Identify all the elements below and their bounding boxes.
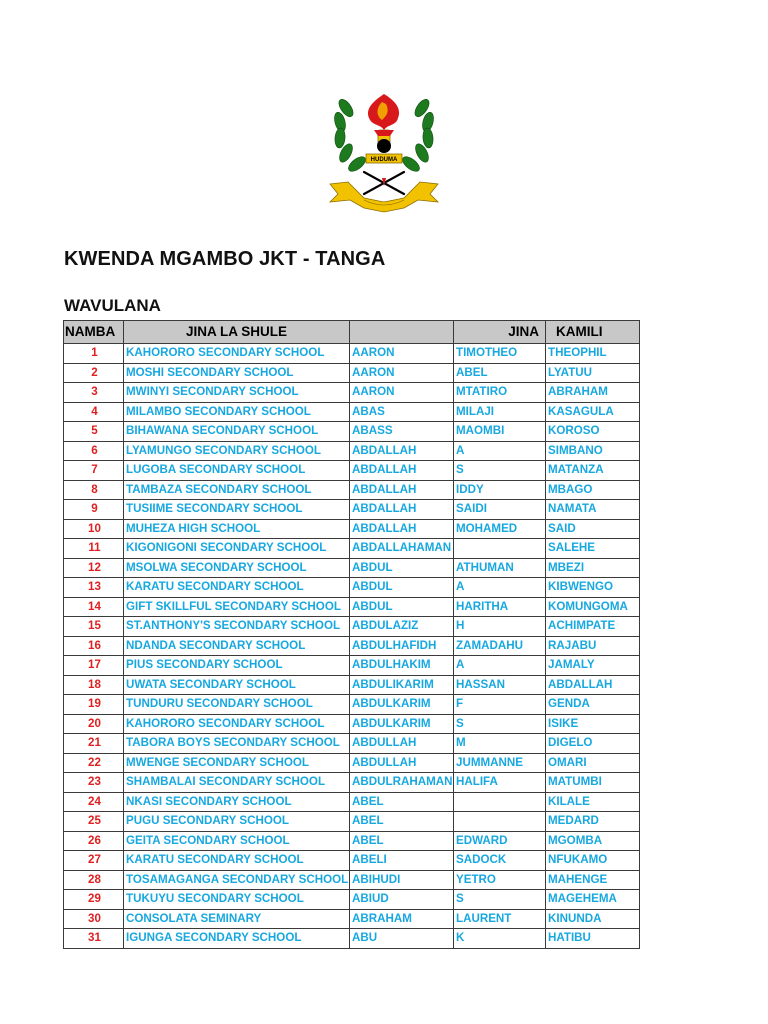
table-row	[64, 929, 640, 949]
roster-body	[64, 344, 640, 949]
row-number: 15	[64, 617, 124, 637]
school-name: MWENGE SECONDARY SCHOOL	[124, 753, 350, 773]
first-name: ABASS	[350, 422, 454, 442]
middle-name: MTATIRO	[454, 383, 546, 403]
last-name: NFUKAMO	[546, 851, 640, 871]
table-row	[64, 558, 640, 578]
last-name: MATANZA	[546, 461, 640, 481]
row-number: 18	[64, 675, 124, 695]
first-name: AARON	[350, 383, 454, 403]
first-name: ABDALLAHAMAN	[350, 539, 454, 559]
first-name: ABIUD	[350, 890, 454, 910]
last-name: SALEHE	[546, 539, 640, 559]
middle-name: EDWARD	[454, 831, 546, 851]
table-row	[64, 675, 640, 695]
school-name: GEITA SECONDARY SCHOOL	[124, 831, 350, 851]
school-name: IGUNGA SECONDARY SCHOOL	[124, 929, 350, 949]
last-name: MEDARD	[546, 812, 640, 832]
first-name: ABDULHAKIM	[350, 656, 454, 676]
school-name: LUGOBA SECONDARY SCHOOL	[124, 461, 350, 481]
row-number: 7	[64, 461, 124, 481]
last-name: ABRAHAM	[546, 383, 640, 403]
table-row	[64, 792, 640, 812]
school-name: KAHORORO SECONDARY SCHOOL	[124, 344, 350, 364]
school-name: TUSIIME SECONDARY SCHOOL	[124, 500, 350, 520]
last-name: KILALE	[546, 792, 640, 812]
middle-name: HASSAN	[454, 675, 546, 695]
table-row	[64, 441, 640, 461]
school-name: NKASI SECONDARY SCHOOL	[124, 792, 350, 812]
school-name: SHAMBALAI SECONDARY SCHOOL	[124, 773, 350, 793]
table-row	[64, 383, 640, 403]
first-name: ABDULKARIM	[350, 695, 454, 715]
school-name: ST.ANTHONY'S SECONDARY SCHOOL	[124, 617, 350, 637]
school-name: MWINYI SECONDARY SCHOOL	[124, 383, 350, 403]
first-name: ABDALLAH	[350, 519, 454, 539]
table-row	[64, 422, 640, 442]
last-name: KOROSO	[546, 422, 640, 442]
row-number: 14	[64, 597, 124, 617]
last-name: ABDALLAH	[546, 675, 640, 695]
section-title: WAVULANA	[64, 296, 161, 315]
middle-name	[454, 812, 546, 832]
last-name: LYATUU	[546, 363, 640, 383]
last-name: MGOMBA	[546, 831, 640, 851]
middle-name: M	[454, 734, 546, 754]
school-name: GIFT SKILLFUL SECONDARY SCHOOL	[124, 597, 350, 617]
first-name: ABRAHAM	[350, 909, 454, 929]
school-name: TUNDURU SECONDARY SCHOOL	[124, 695, 350, 715]
last-name: DIGELO	[546, 734, 640, 754]
school-name: KIGONIGONI SECONDARY SCHOOL	[124, 539, 350, 559]
table-row	[64, 656, 640, 676]
middle-name: YETRO	[454, 870, 546, 890]
school-name: CONSOLATA SEMINARY	[124, 909, 350, 929]
last-name: MAGEHEMA	[546, 890, 640, 910]
table-row	[64, 500, 640, 520]
table-row	[64, 870, 640, 890]
table-row	[64, 617, 640, 637]
first-name: ABDUL	[350, 597, 454, 617]
middle-name: MILAJI	[454, 402, 546, 422]
first-name: ABEL	[350, 812, 454, 832]
row-number: 24	[64, 792, 124, 812]
table-row	[64, 597, 640, 617]
table-row	[64, 636, 640, 656]
first-name: ABDULRAHAMAN	[350, 773, 454, 793]
row-number: 4	[64, 402, 124, 422]
school-name: NDANDA SECONDARY SCHOOL	[124, 636, 350, 656]
last-name: HATIBU	[546, 929, 640, 949]
school-name: UWATA SECONDARY SCHOOL	[124, 675, 350, 695]
table-row	[64, 402, 640, 422]
middle-name: ATHUMAN	[454, 558, 546, 578]
school-name: TOSAMAGANGA SECONDARY SCHOOL	[124, 870, 350, 890]
middle-name: K	[454, 929, 546, 949]
row-number: 17	[64, 656, 124, 676]
row-number: 28	[64, 870, 124, 890]
row-number: 3	[64, 383, 124, 403]
row-number: 2	[64, 363, 124, 383]
table-row	[64, 519, 640, 539]
middle-name	[454, 792, 546, 812]
row-number: 30	[64, 909, 124, 929]
first-name: ABDUL	[350, 558, 454, 578]
last-name: SIMBANO	[546, 441, 640, 461]
first-name: ABDULIKARIM	[350, 675, 454, 695]
last-name: KINUNDA	[546, 909, 640, 929]
first-name: ABDALLAH	[350, 461, 454, 481]
first-name: ABDULAZIZ	[350, 617, 454, 637]
school-name: TAMBAZA SECONDARY SCHOOL	[124, 480, 350, 500]
school-name: BIHAWANA SECONDARY SCHOOL	[124, 422, 350, 442]
row-number: 6	[64, 441, 124, 461]
table-row	[64, 480, 640, 500]
middle-name: ABEL	[454, 363, 546, 383]
first-name: AARON	[350, 363, 454, 383]
first-name: ABELI	[350, 851, 454, 871]
table-row	[64, 363, 640, 383]
last-name: KIBWENGO	[546, 578, 640, 598]
first-name: ABAS	[350, 402, 454, 422]
school-name: MILAMBO SECONDARY SCHOOL	[124, 402, 350, 422]
last-name: MBEZI	[546, 558, 640, 578]
first-name: ABEL	[350, 831, 454, 851]
row-number: 5	[64, 422, 124, 442]
table-row	[64, 812, 640, 832]
first-name: ABU	[350, 929, 454, 949]
last-name: MAHENGE	[546, 870, 640, 890]
middle-name: ZAMADAHU	[454, 636, 546, 656]
last-name: SAID	[546, 519, 640, 539]
middle-name: A	[454, 656, 546, 676]
row-number: 31	[64, 929, 124, 949]
middle-name: MOHAMED	[454, 519, 546, 539]
middle-name: HALIFA	[454, 773, 546, 793]
header-kamili: KAMILI	[546, 321, 640, 344]
header-blank	[350, 321, 454, 344]
row-number: 1	[64, 344, 124, 364]
last-name: KOMUNGOMA	[546, 597, 640, 617]
row-number: 19	[64, 695, 124, 715]
table-row	[64, 831, 640, 851]
middle-name: S	[454, 714, 546, 734]
middle-name: S	[454, 461, 546, 481]
school-name: MSOLWA SECONDARY SCHOOL	[124, 558, 350, 578]
row-number: 29	[64, 890, 124, 910]
last-name: OMARI	[546, 753, 640, 773]
first-name: ABDULHAFIDH	[350, 636, 454, 656]
svg-text:HUDUMA: HUDUMA	[370, 157, 398, 163]
header-jina-la-shule: JINA LA SHULE	[124, 321, 350, 344]
page-title: KWENDA MGAMBO JKT - TANGA	[64, 248, 386, 270]
row-number: 26	[64, 831, 124, 851]
first-name: AARON	[350, 344, 454, 364]
school-name: PIUS SECONDARY SCHOOL	[124, 656, 350, 676]
first-name: ABDALLAH	[350, 480, 454, 500]
middle-name: A	[454, 441, 546, 461]
row-number: 21	[64, 734, 124, 754]
school-name: MUHEZA HIGH SCHOOL	[124, 519, 350, 539]
last-name: MBAGO	[546, 480, 640, 500]
last-name: ACHIMPATE	[546, 617, 640, 637]
table-row	[64, 909, 640, 929]
first-name: ABDULKARIM	[350, 714, 454, 734]
first-name: ABDALLAH	[350, 500, 454, 520]
first-name: ABDULLAH	[350, 734, 454, 754]
row-number: 25	[64, 812, 124, 832]
row-number: 16	[64, 636, 124, 656]
last-name: THEOPHIL	[546, 344, 640, 364]
last-name: JAMALY	[546, 656, 640, 676]
table-row	[64, 539, 640, 559]
row-number: 11	[64, 539, 124, 559]
middle-name: SAIDI	[454, 500, 546, 520]
school-name: TABORA BOYS SECONDARY SCHOOL	[124, 734, 350, 754]
row-number: 12	[64, 558, 124, 578]
table-row	[64, 753, 640, 773]
table-row	[64, 773, 640, 793]
last-name: ISIKE	[546, 714, 640, 734]
last-name: MATUMBI	[546, 773, 640, 793]
row-number: 9	[64, 500, 124, 520]
school-name: KAHORORO SECONDARY SCHOOL	[124, 714, 350, 734]
row-number: 10	[64, 519, 124, 539]
table-row	[64, 851, 640, 871]
roster-table	[63, 320, 640, 949]
first-name: ABIHUDI	[350, 870, 454, 890]
school-name: LYAMUNGO SECONDARY SCHOOL	[124, 441, 350, 461]
middle-name: H	[454, 617, 546, 637]
middle-name: F	[454, 695, 546, 715]
middle-name: IDDY	[454, 480, 546, 500]
table-row	[64, 344, 640, 364]
table-row	[64, 578, 640, 598]
first-name: ABEL	[350, 792, 454, 812]
school-name: PUGU SECONDARY SCHOOL	[124, 812, 350, 832]
first-name: ABDALLAH	[350, 441, 454, 461]
jkt-emblem	[324, 86, 444, 214]
row-number: 13	[64, 578, 124, 598]
last-name: GENDA	[546, 695, 640, 715]
school-name: MOSHI SECONDARY SCHOOL	[124, 363, 350, 383]
table-row	[64, 461, 640, 481]
last-name: KASAGULA	[546, 402, 640, 422]
header-jina: JINA	[454, 321, 546, 344]
table-row	[64, 714, 640, 734]
row-number: 27	[64, 851, 124, 871]
row-number: 22	[64, 753, 124, 773]
first-name: ABDULLAH	[350, 753, 454, 773]
middle-name: LAURENT	[454, 909, 546, 929]
last-name: RAJABU	[546, 636, 640, 656]
school-name: TUKUYU SECONDARY SCHOOL	[124, 890, 350, 910]
middle-name: MAOMBI	[454, 422, 546, 442]
table-row	[64, 695, 640, 715]
middle-name	[454, 539, 546, 559]
middle-name: SADOCK	[454, 851, 546, 871]
first-name: ABDUL	[350, 578, 454, 598]
header-namba: NAMBA	[64, 321, 124, 344]
row-number: 23	[64, 773, 124, 793]
middle-name: A	[454, 578, 546, 598]
middle-name: TIMOTHEO	[454, 344, 546, 364]
school-name: KARATU SECONDARY SCHOOL	[124, 578, 350, 598]
middle-name: S	[454, 890, 546, 910]
row-number: 20	[64, 714, 124, 734]
school-name: KARATU SECONDARY SCHOOL	[124, 851, 350, 871]
row-number: 8	[64, 480, 124, 500]
table-row	[64, 734, 640, 754]
header-row	[64, 321, 640, 344]
last-name: NAMATA	[546, 500, 640, 520]
table-row	[64, 890, 640, 910]
middle-name: HARITHA	[454, 597, 546, 617]
middle-name: JUMMANNE	[454, 753, 546, 773]
